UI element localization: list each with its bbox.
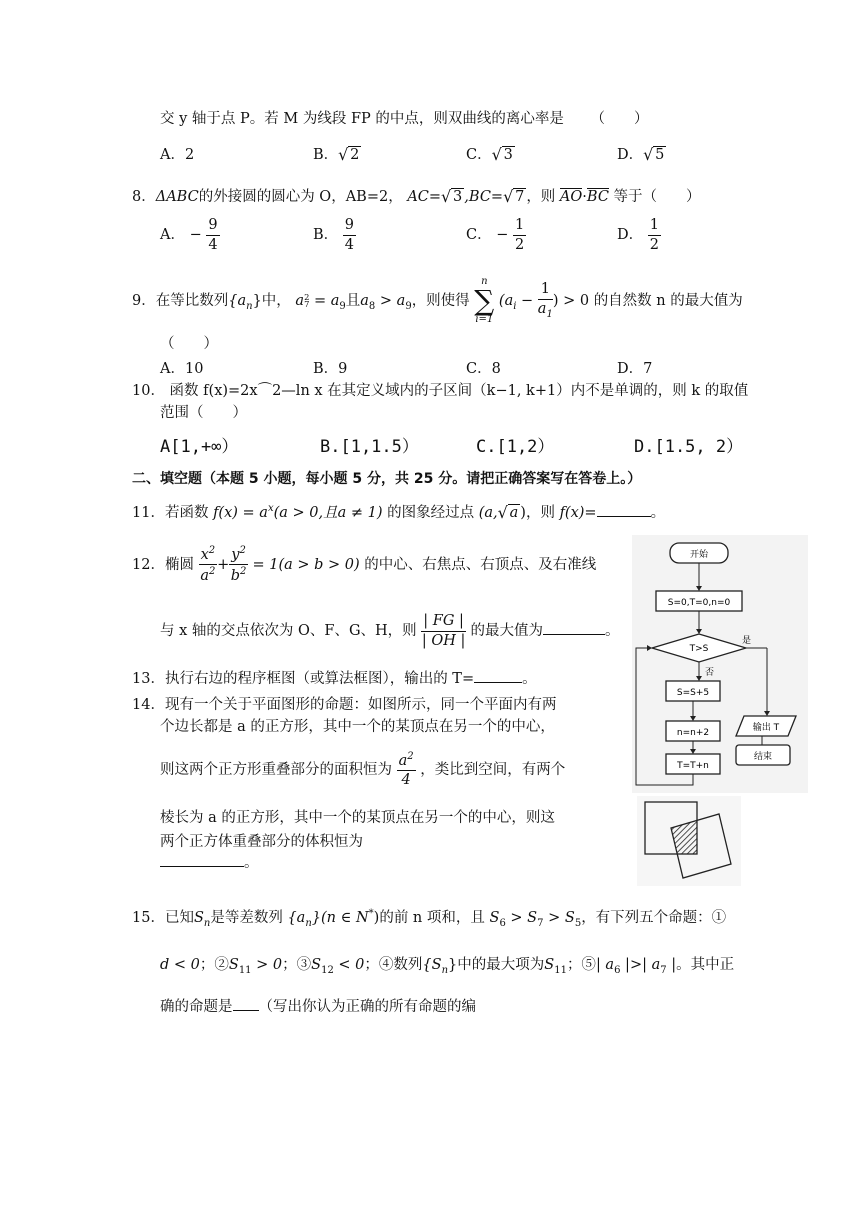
q9-paren: （ ） [160, 336, 218, 352]
q12-answer-blank [543, 633, 605, 635]
q10-option-c: C.[1,2） [476, 437, 555, 457]
q7-option-c: C．√ 3 [466, 143, 515, 164]
q9-option-a: A．10 [160, 361, 204, 377]
q13-answer-blank [474, 681, 522, 683]
q9-option-b: B．9 [313, 361, 348, 377]
q8-option-a: A． − $\frac{9}{4}$ [160, 217, 218, 253]
q8-option-b: B． $\frac{9}{4}$ [313, 217, 354, 253]
q14-answer: 。 [160, 851, 259, 872]
q7-paren: （ ） [590, 111, 649, 127]
flowchart-start-label: 开始 [689, 550, 709, 560]
flowchart-decision-label: T>S [689, 644, 709, 654]
q8-option-c: C． − $\frac{1}{2}$ [466, 217, 525, 253]
q12-line1: 12．椭圆 $\frac{x^2}{a^2}$ + $\frac{y^2}{b^2}$ = 1(a > b > 0) 的中心、右焦点、右顶点、及右准线 [132, 545, 597, 585]
q10-option-d: D.[1.5, 2） [634, 437, 744, 457]
q14-line1: 14．现有一个关于平面图形的命题：如图所示，同一个平面内有两 [132, 697, 557, 713]
q15-line3: 确的命题是 （写出你认为正确的所有命题的编 [160, 999, 476, 1015]
q14-answer-blank [160, 865, 244, 867]
q14-line5: 两个正方体重叠部分的体积恒为 [160, 834, 363, 850]
q12-line2: 与 x 轴的交点依次为 O、F、G、H，则 $\frac{| FG |}{| OH |}$ 的最大值为 。 [160, 613, 620, 649]
flowchart-output-label: 输出 T [752, 723, 780, 733]
q10-line2: 范围（ ） [160, 405, 247, 421]
q7-option-d: D．√ 5 [617, 143, 666, 164]
flowchart-no-label: 否 [705, 668, 715, 678]
q7-text [160, 107, 648, 128]
q10-option-b: B.[1,1.5） [320, 437, 419, 457]
flowchart-step-t-label: T=T+n [677, 761, 709, 771]
q8-option-d: D． $\frac{1}{2}$ [617, 217, 659, 253]
q13: 13．执行右边的程序框图（或算法框图），输出的 T= 。 [132, 671, 537, 687]
q10-option-a: A[1,+∞） [160, 437, 239, 457]
q7-option-a: A．2 [160, 147, 195, 163]
q7-tail: 交 y 轴于点 P。若 M 为线段 FP 的中点，则双曲线的离心率是 [160, 111, 564, 127]
q14-line4: 棱长为 a 的正方形，其中一个的某顶点在另一个的中心，则这 [160, 810, 555, 826]
q11-answer-blank [597, 515, 651, 517]
q9-option-d: D．7 [617, 361, 653, 377]
q9-option-c: C．8 [466, 361, 501, 377]
q14-line2: 个边长都是 a 的正方形，其中一个的某顶点在另一个的中心， [160, 719, 555, 735]
flowchart-step-n-label: n=n+2 [676, 728, 710, 738]
q15-answer-blank [233, 1009, 259, 1011]
flowchart-yes-label: 是 [742, 636, 752, 646]
flowchart-step-s-label: S=S+5 [676, 688, 710, 698]
q11: 11．若函数 $f(x) = a^x(a > 0$,且a ≠ 1) 的图象经过点 (a,√ a )，则 f(x)= 。 [132, 501, 665, 522]
section-heading: 二、填空题（本题 5 小题，每小题 5 分，共 25 分。请把正确答案写在答卷上。） [132, 471, 642, 487]
q15-line1: 15．已知$S_n$是等差数列 $\{a_n\}(n$ ∈ N*)的前 n 项和，且 $S_6 > S_7 > S_5$，有下列五个命题：① [132, 908, 727, 929]
q8-stem: 8．ΔABC的外接圆的圆心为 O，AB=2， AC=√ 3 ,BC=√ 7 ，则 AO·BC 等于（ ） [132, 185, 701, 206]
q14-line3: 则这两个正方形重叠部分的面积恒为 $\frac{a^2}{4}$ ，类比到空间，有两个 [160, 751, 566, 789]
flowchart-end-label: 结束 [753, 752, 773, 762]
overlapping-squares-figure [637, 796, 741, 886]
q7-option-b: B．√ 2 [313, 143, 361, 164]
q15-line2: d < 0；$②S_{11} > 0$；$③S_{12} < 0$；④数列$\{S_n\}$中的最大项为$S_{11}$；⑤| $a_6$ |>| $a_7$ |。其中正 [160, 957, 735, 976]
q9-stem: 9．在等比数列$\{a_n\}$中， a 2 7 = $a_9$且$a_8 > a_9$，则使得 n ∑ i=1 ($a_i$ − $\frac{1}{a_1}$ ) > 0 的自然数 n 的最大值为 [132, 276, 743, 325]
flowchart-figure [632, 535, 808, 793]
flowchart-init-label: S=0,T=0,n=0 [667, 598, 731, 608]
q10-line1: 10． 函数 f(x)=2x⌒2—ln x 在其定义域内的子区间（k−1, k+1）内不是单调的，则 k 的取值 [132, 383, 749, 399]
